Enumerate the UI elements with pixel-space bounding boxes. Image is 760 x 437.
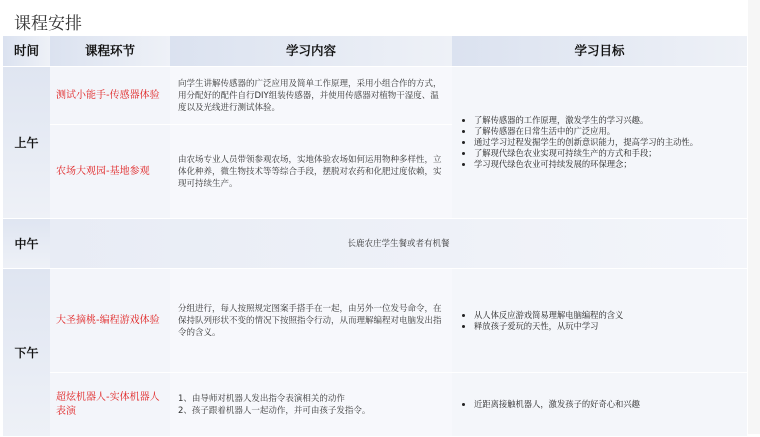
list-item: • 学习现代绿色农业可持续发展的环保理念； — [474, 159, 739, 170]
content-line: 2、孩子跟着机器人一起动作，并可由孩子发指令。 — [178, 405, 371, 416]
header-goals: 学习目标 — [452, 36, 747, 66]
time-morning: 上午 — [3, 67, 50, 218]
morning-goals — [452, 67, 747, 218]
session-name: 大圣摘桃-编程游戏体验 — [50, 269, 170, 372]
table-row — [3, 219, 747, 268]
session-name: 农场大观园-基地参观 — [50, 125, 170, 218]
schedule-table — [3, 35, 747, 437]
page-title: 课程安排 — [14, 14, 82, 34]
session-goals — [452, 373, 747, 436]
header-session: 课程环节 — [50, 36, 170, 66]
session-goals — [452, 269, 747, 372]
time-noon: 中午 — [3, 219, 50, 268]
session-name: 超炫机器人-实体机器人表演 — [50, 373, 170, 436]
list-item: • 了解传感器的工作原理，激发学生的学习兴趣。 — [474, 115, 739, 126]
right-edge-shade — [748, 0, 760, 434]
list-item: • 近距离接触机器人，激发孩子的好奇心和兴趣 — [474, 399, 739, 410]
list-item: • 了解传感器在日常生活中的广泛应用。 — [474, 126, 739, 137]
session-content: 分组进行，每人按照规定图案手搭手在一起，由另外一位发号命令，在保持队列形状不变的情况下按照指令行动，从而理解编程对电脑发出指令的含义。 — [170, 269, 452, 372]
goals-list — [460, 399, 739, 410]
table-row — [3, 269, 747, 372]
list-item: • 了解现代绿色农业实现可持续生产的方式和手段； — [474, 148, 739, 159]
lunch-note: 长鹿农庄学生餐或者有机餐 — [50, 219, 747, 268]
list-item: • 通过学习过程发掘学生的创新意识能力，提高学习的主动性。 — [474, 137, 739, 148]
goals-list — [460, 115, 739, 170]
header-time: 时间 — [3, 36, 50, 66]
table-header-row — [3, 36, 747, 66]
goals-list — [460, 310, 739, 332]
list-item: • 从人体反应游戏简易理解电脑编程的含义 — [474, 310, 739, 321]
session-content: 向学生讲解传感器的广泛应用及简单工作原理，采用小组合作的方式，用分配好的配件自行DIY组装传感器，并使用传感器对植物干湿度、温度以及光线进行测试体验。 — [170, 67, 452, 124]
list-item: • 释放孩子爱玩的天性，从玩中学习 — [474, 321, 739, 332]
time-afternoon: 下午 — [3, 269, 50, 436]
content-line: 1、由导师对机器人发出指令表演相关的动作 — [178, 393, 345, 404]
table-row — [3, 67, 747, 124]
table-row — [3, 373, 747, 436]
session-content — [170, 373, 452, 436]
session-name: 测试小能手-传感器体验 — [50, 67, 170, 124]
header-content: 学习内容 — [170, 36, 452, 66]
session-content: 由农场专业人员带领参观农场，实地体验农场如何运用物种多样性，立体化种养，微生物技术等等综合手段，摆脱对农药和化肥过度依赖，实现可持续生产。 — [170, 125, 452, 218]
